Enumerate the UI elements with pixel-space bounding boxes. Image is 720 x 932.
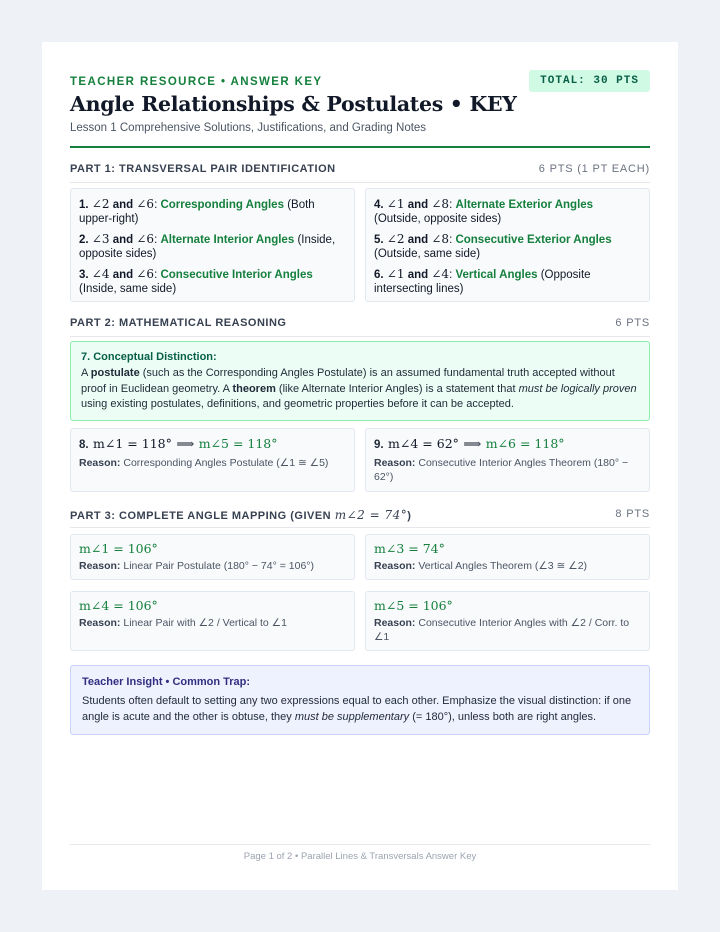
- pair-answer: Consecutive Interior Angles: [160, 269, 313, 281]
- part1-right-box: [365, 188, 650, 302]
- question-8-equation: 8. m∠1 = 118° ⟹ m∠5 = 118°: [79, 436, 278, 451]
- question-8-reason: Reason: Corresponding Angles Postulate (∠1 ≅ ∠5): [79, 457, 329, 469]
- angle-value: m∠4 = 106°: [79, 598, 158, 613]
- part1-title: PART 1: TRANSVERSAL PAIR IDENTIFICATION: [70, 163, 336, 175]
- pair-item-3: 3. ∠4 and ∠6: Consecutive Interior Angles (Inside, same side): [79, 267, 313, 295]
- angle-reason: Reason: Linear Pair with ∠2 / Vertical to ∠1: [79, 617, 287, 629]
- pair-answer: Vertical Angles: [455, 269, 538, 281]
- page-title: Angle Relationships & Postulates • KEY: [70, 92, 517, 116]
- resource-eyebrow: TEACHER RESOURCE • ANSWER KEY: [70, 76, 323, 88]
- pair-answer: Alternate Interior Angles: [160, 234, 295, 246]
- part2-header: [70, 317, 650, 337]
- part2-title: PART 2: MATHEMATICAL REASONING: [70, 317, 287, 329]
- angle-card-5: [365, 591, 650, 651]
- pair-answer: Alternate Exterior Angles: [455, 199, 594, 211]
- insight-title: Teacher Insight • Common Trap:: [82, 676, 251, 688]
- footer-divider: [70, 844, 650, 845]
- insight-text: Students often default to setting any two expressions equal to each other. Emphasize the visual distinction: if one angle is acute and the other is obtuse, they must be supplementary (= 180°), unless both are right angles.: [82, 695, 632, 723]
- part1-points: 6 PTS (1 PT EACH): [538, 163, 650, 175]
- question-7-answer: A postulate (such as the Corresponding Angles Postulate) is an assumed fundamental truth accepted without proof in Euclidean geometry. A theorem (like Alternate Interior Angles) is a statement that must be logically proven using existing postulates, definitions, and geometric properties before it can be accepted.: [81, 367, 637, 410]
- angle-card-1: [70, 534, 355, 580]
- question-9-equation: 9. m∠4 = 62° ⟹ m∠6 = 118°: [374, 436, 565, 451]
- pair-item-4: 4. ∠1 and ∠8: Alternate Exterior Angles (Outside, opposite sides): [374, 197, 594, 225]
- question-9-reason: Reason: Consecutive Interior Angles Theorem (180° − 62°): [374, 457, 629, 483]
- part3-header: [70, 508, 650, 528]
- pair-answer: Corresponding Angles: [160, 199, 284, 211]
- angle-reason: Reason: Vertical Angles Theorem (∠3 ≅ ∠2): [374, 560, 588, 572]
- question-7-title: 7. Conceptual Distinction:: [81, 351, 217, 363]
- angle-value: m∠1 = 106°: [79, 541, 158, 556]
- page-footer: Page 1 of 2 • Parallel Lines & Transversals Answer Key: [243, 851, 477, 862]
- worksheet-page: [42, 42, 678, 890]
- part3-title: PART 3: COMPLETE ANGLE MAPPING (GIVEN m∠2 = 74°): [70, 508, 412, 522]
- angle-card-3: [365, 534, 650, 580]
- question-8-card: [70, 428, 355, 492]
- pair-item-5: 5. ∠2 and ∠8: Consecutive Exterior Angles (Outside, same side): [374, 232, 612, 260]
- part3-points: 8 PTS: [615, 508, 650, 520]
- part1-left-box: [70, 188, 355, 302]
- angle-reason: Reason: Consecutive Interior Angles with ∠2 / Corr. to ∠1: [374, 617, 630, 643]
- pair-item-6: 6. ∠1 and ∠4: Vertical Angles (Opposite intersecting lines): [374, 267, 591, 295]
- teacher-insight-box: [70, 665, 650, 735]
- question-9-card: [365, 428, 650, 492]
- angle-value: m∠5 = 106°: [374, 598, 453, 613]
- conceptual-distinction-box: [70, 341, 650, 421]
- header-divider: [70, 146, 650, 148]
- angle-reason: Reason: Linear Pair Postulate (180° − 74° = 106°): [79, 560, 314, 572]
- pair-answer: Consecutive Exterior Angles: [455, 234, 612, 246]
- angle-card-4: [70, 591, 355, 651]
- page-subtitle: Lesson 1 Comprehensive Solutions, Justifications, and Grading Notes: [70, 122, 427, 134]
- part2-points: 6 PTS: [615, 317, 650, 329]
- angle-value: m∠3 = 74°: [374, 541, 445, 556]
- part1-header: [70, 163, 650, 183]
- total-points-badge: TOTAL: 30 PTS: [529, 70, 650, 92]
- pair-item-1: 1. ∠2 and ∠6: Corresponding Angles (Both upper-right): [79, 197, 315, 225]
- pair-item-2: 2. ∠3 and ∠6: Alternate Interior Angles (Inside, opposite sides): [79, 232, 336, 260]
